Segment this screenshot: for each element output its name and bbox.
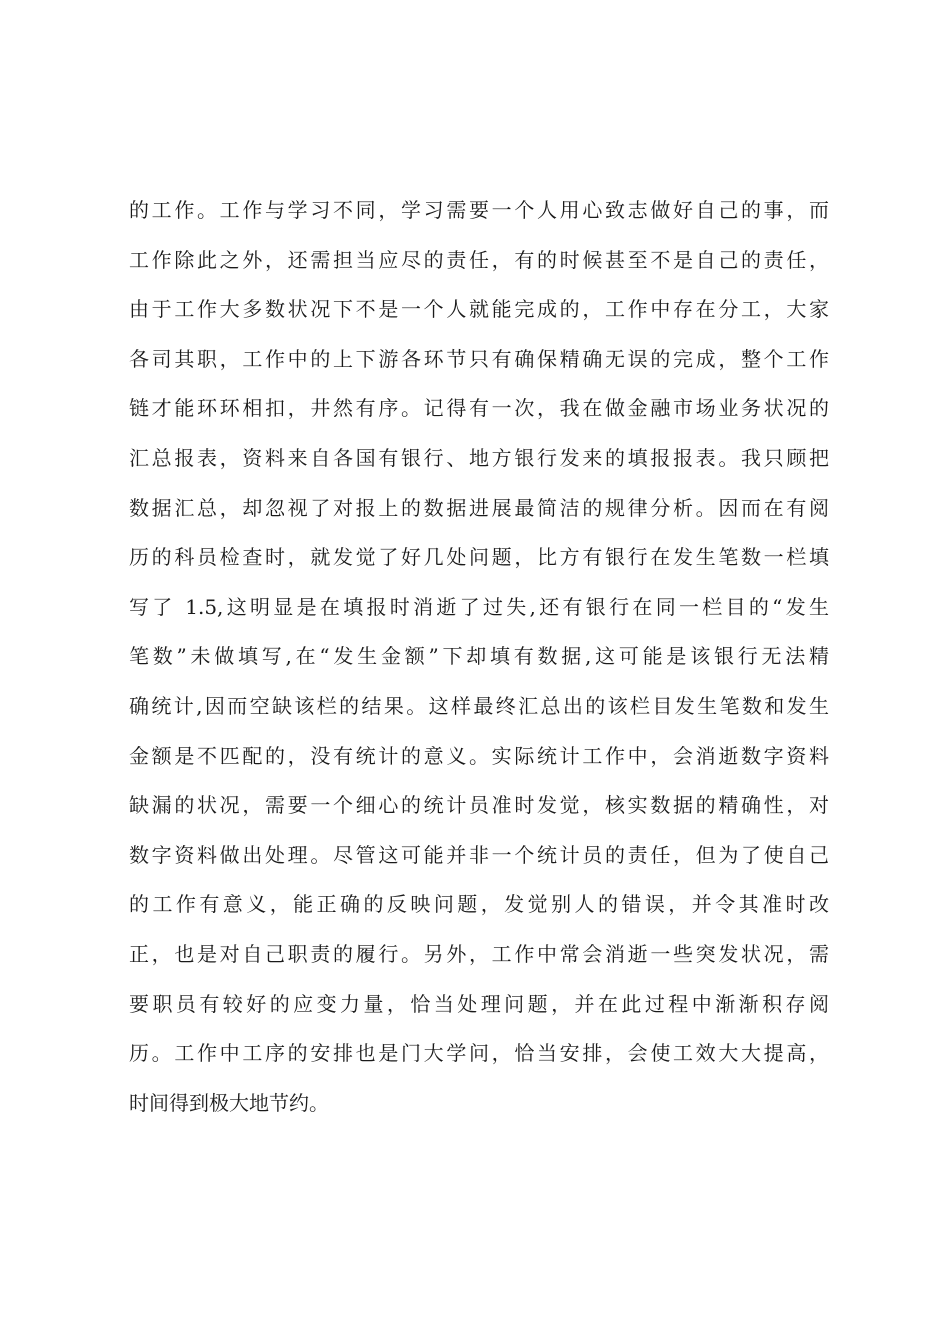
text-line: 确统计,因而空缺该栏的结果。这样最终汇总出的该栏目发生笔数和发生 bbox=[129, 693, 829, 718]
text-line: 要职员有较好的应变力量，恰当处理问题，并在此过程中渐渐积存阅 bbox=[129, 991, 829, 1016]
text-line-last: 时间得到极大地节约。 bbox=[129, 1090, 329, 1115]
text-line: 笔数”未做填写,在“发生金额”下却填有数据,这可能是该银行无法精 bbox=[129, 644, 829, 669]
text-line: 数字资料做出处理。尽管这可能并非一个统计员的责任，但为了使自己 bbox=[129, 842, 829, 867]
text-line: 历的科员检查时，就发觉了好几处问题，比方有银行在发生笔数一栏填 bbox=[129, 545, 829, 570]
text-line: 历。工作中工序的安排也是门大学问，恰当安排，会使工效大大提高， bbox=[129, 1041, 829, 1066]
text-line: 的工作。工作与学习不同，学习需要一个人用心致志做好自己的事，而 bbox=[129, 198, 829, 222]
text-line: 汇总报表，资料来自各国有银行、地方银行发来的填报报表。我只顾把 bbox=[129, 445, 829, 470]
text-line: 正，也是对自己职责的履行。另外，工作中常会消逝一些突发状况，需 bbox=[129, 941, 829, 966]
text-line: 金额是不匹配的，没有统计的意义。实际统计工作中，会消逝数字资料 bbox=[129, 743, 829, 768]
text-line: 的工作有意义，能正确的反映问题，发觉别人的错误，并令其准时改 bbox=[129, 892, 829, 917]
text-line: 链才能环环相扣，井然有序。记得有一次，我在做金融市场业务状况的 bbox=[129, 396, 829, 421]
text-line: 数据汇总，却忽视了对报上的数据进展最简洁的规律分析。因而在有阅 bbox=[129, 495, 829, 520]
text-line: 由于工作大多数状况下不是一个人就能完成的，工作中存在分工，大家 bbox=[129, 297, 829, 322]
body-paragraph bbox=[129, 186, 829, 1128]
text-line: 各司其职，工作中的上下游各环节只有确保精确无误的完成，整个工作 bbox=[129, 346, 829, 371]
text-line: 写了 1.5,这明显是在填报时消逝了过失,还有银行在同一栏目的“发生 bbox=[129, 594, 829, 619]
text-line: 缺漏的状况，需要一个细心的统计员准时发觉，核实数据的精确性，对 bbox=[129, 793, 829, 818]
text-line: 工作除此之外，还需担当应尽的责任，有的时候甚至不是自己的责任， bbox=[129, 247, 829, 272]
